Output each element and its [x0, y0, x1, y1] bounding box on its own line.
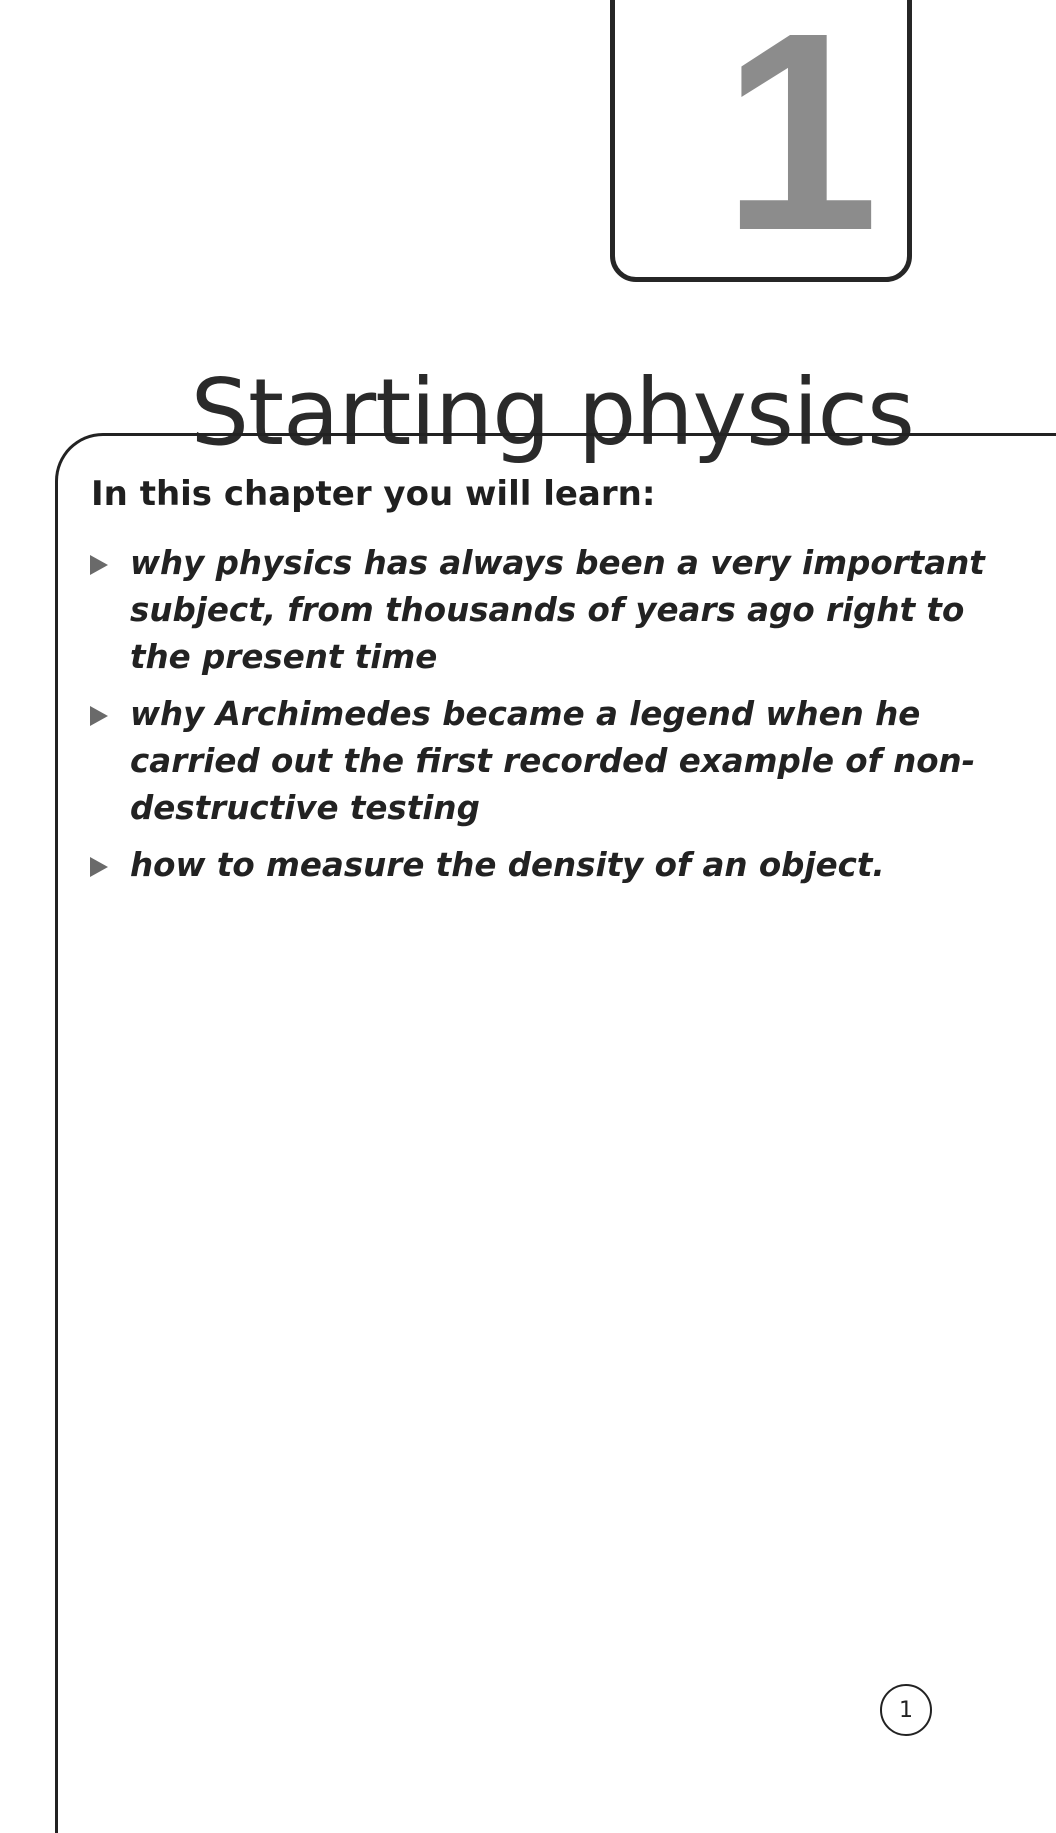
chapter-number-box — [610, 0, 912, 289]
learning-outcome-item — [88, 691, 988, 832]
page-number: 1 — [880, 1684, 932, 1736]
learning-outcome-item — [88, 540, 988, 681]
chapter-title: Starting physics — [190, 358, 914, 466]
triangle-bullet-icon — [90, 555, 108, 575]
learning-outcome-item — [88, 842, 988, 889]
learning-outcomes-heading: In this chapter you will learn: — [91, 474, 656, 514]
triangle-bullet-icon — [90, 706, 108, 726]
learning-outcome-text: how to measure the density of an object. — [130, 846, 885, 884]
learning-outcome-text: why physics has always been a very important subject, from thousands of years ago right to the present time — [130, 544, 985, 676]
chapter-number: 1 — [722, 0, 875, 289]
triangle-bullet-icon — [90, 857, 108, 877]
learning-outcomes-list — [88, 540, 988, 899]
learning-outcome-text: why Archimedes became a legend when he carried out the first recorded example of non-destructive testing — [130, 695, 976, 827]
